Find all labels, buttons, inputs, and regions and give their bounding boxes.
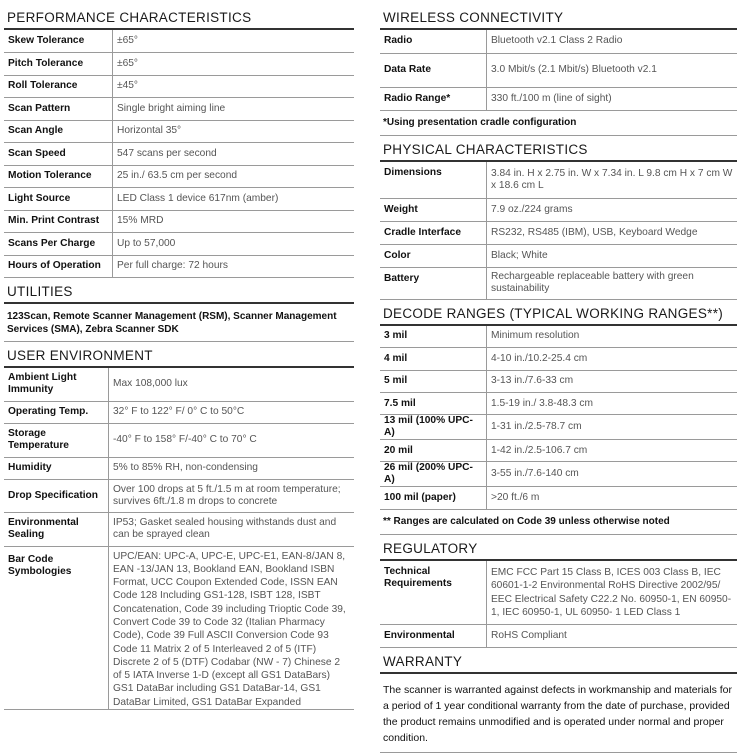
wireless-table <box>380 30 737 111</box>
table-row <box>4 98 354 121</box>
row-label: Radio <box>380 30 487 53</box>
physical-table <box>380 162 737 300</box>
utilities-text: 123Scan, Remote Scanner Management (RSM), Scanner Management Services (SMA), Zebra Scanner SDK <box>4 304 354 342</box>
table-row <box>380 162 737 198</box>
row-label: Pitch Tolerance <box>4 53 113 76</box>
row-value: ±45° <box>113 75 355 98</box>
row-value: 547 scans per second <box>113 143 355 166</box>
row-label: Skew Tolerance <box>4 30 113 53</box>
table-row <box>4 479 354 512</box>
row-value: ±65° <box>113 30 355 53</box>
row-label: Storage Temperature <box>4 423 109 457</box>
row-value: Bluetooth v2.1 Class 2 Radio <box>487 30 738 53</box>
section-title-decode-ranges: DECODE RANGES (TYPICAL WORKING RANGES**) <box>380 300 737 326</box>
table-row <box>380 392 737 414</box>
row-value: -40° F to 158° F/-40° C to 70° C <box>109 423 355 457</box>
row-value: ±65° <box>113 53 355 76</box>
performance-table <box>4 30 354 278</box>
table-row <box>4 233 354 256</box>
row-value: Over 100 drops at 5 ft./1.5 m at room temperature; survives 6ft./1.8 m drops to concrete <box>109 479 355 512</box>
table-row <box>380 440 737 462</box>
row-label: 13 mil (100% UPC-A) <box>380 415 487 440</box>
table-row <box>380 244 737 267</box>
row-label: Hours of Operation <box>4 255 113 278</box>
table-row <box>4 210 354 233</box>
row-value: EMC FCC Part 15 Class B, ICES 003 Class B, IEC 60601-1-2 Environmental RoHS Directive 2002/95/ EEC Electrical Safety C22.2 No. 60950-1, EN 60950-1, IEC 60950-1, UL 60950- 1 LED Class 1 <box>487 561 738 624</box>
warranty-text: The scanner is warranted against defects in workmanship and materials for a period of 1 year conditional warranty from the date of purchase, provided the product remains unmodified and is operated under normal and proper condition. <box>380 674 737 753</box>
row-label: 7.5 mil <box>380 392 487 414</box>
row-label: Environmental <box>380 624 487 647</box>
row-label: 4 mil <box>380 348 487 370</box>
row-label: Motion Tolerance <box>4 165 113 188</box>
table-row <box>4 165 354 188</box>
decode-footnote: ** Ranges are calculated on Code 39 unless otherwise noted <box>380 510 737 536</box>
row-label: 26 mil (200% UPC-A) <box>380 462 487 487</box>
row-label: Ambient Light Immunity <box>4 368 109 401</box>
row-label: 20 mil <box>380 440 487 462</box>
row-label: Scans Per Charge <box>4 233 113 256</box>
table-row <box>4 512 354 546</box>
table-row <box>380 267 737 299</box>
row-label: Humidity <box>4 457 109 479</box>
table-row <box>4 143 354 166</box>
table-row <box>4 401 354 423</box>
row-label: Weight <box>380 198 487 221</box>
row-value: Per full charge: 72 hours <box>113 255 355 278</box>
row-value: 1-31 in./2.5-78.7 cm <box>487 415 738 440</box>
section-title-wireless: WIRELESS CONNECTIVITY <box>380 4 737 30</box>
row-label: Radio Range* <box>380 87 487 110</box>
row-value: Up to 57,000 <box>113 233 355 256</box>
table-row <box>4 457 354 479</box>
row-label: Battery <box>380 267 487 299</box>
wireless-footnote: *Using presentation cradle configuration <box>380 111 737 137</box>
row-label: Technical Requirements <box>380 561 487 624</box>
row-value: 330 ft./100 m (line of sight) <box>487 87 738 110</box>
right-column <box>380 4 737 753</box>
table-row <box>4 53 354 76</box>
table-row <box>4 120 354 143</box>
user-environment-table <box>4 368 354 710</box>
table-row <box>380 415 737 440</box>
row-value: IP53; Gasket sealed housing withstands dust and can be sprayed clean <box>109 512 355 546</box>
row-label: Light Source <box>4 188 113 211</box>
table-row <box>380 53 737 87</box>
section-title-warranty: WARRANTY <box>380 648 737 674</box>
row-value: 1-42 in./2.5-106.7 cm <box>487 440 738 462</box>
table-row <box>380 348 737 370</box>
table-row <box>4 30 354 53</box>
table-row <box>4 188 354 211</box>
table-row <box>380 462 737 487</box>
row-value: 3.0 Mbit/s (2.1 Mbit/s) Bluetooth v2.1 <box>487 53 738 87</box>
row-label: Environmental Sealing <box>4 512 109 546</box>
row-value: 7.9 oz./224 grams <box>487 198 738 221</box>
row-value: 3-55 in./7.6-140 cm <box>487 462 738 487</box>
table-row <box>380 624 737 647</box>
row-label: Roll Tolerance <box>4 75 113 98</box>
left-column <box>4 4 354 710</box>
row-value: RS232, RS485 (IBM), USB, Keyboard Wedge <box>487 221 738 244</box>
row-label: 100 mil (paper) <box>380 487 487 509</box>
row-label: Drop Specification <box>4 479 109 512</box>
row-label: Cradle Interface <box>380 221 487 244</box>
row-value: 1.5-19 in./ 3.8-48.3 cm <box>487 392 738 414</box>
row-label: Bar Code Symbologies <box>4 546 109 710</box>
table-row <box>380 370 737 392</box>
row-value: 3-13 in./7.6-33 cm <box>487 370 738 392</box>
table-row <box>380 30 737 53</box>
table-row <box>380 326 737 348</box>
row-label: Scan Pattern <box>4 98 113 121</box>
row-label: Min. Print Contrast <box>4 210 113 233</box>
table-row <box>380 87 737 110</box>
row-label: Scan Angle <box>4 120 113 143</box>
row-value: Black; White <box>487 244 738 267</box>
table-row <box>380 198 737 221</box>
row-label: Data Rate <box>380 53 487 87</box>
row-label: 5 mil <box>380 370 487 392</box>
row-value: UPC/EAN: UPC-A, UPC-E, UPC-E1, EAN-8/JAN 8, EAN -13/JAN 13, Bookland EAN, Bookland ISBN Format, UCC Coupon Extended Code, ISSN EAN Code 128 Including GS1-128, ISBT 128, ISBT Concatenation, Code 39 including Trioptic Code 39, Convert Code 39 to Code 32 (Italian Pharmacy Code), Code 39 Full ASCII Conversion Code 93 Code 11 Matrix 2 of 5 Interleaved 2 of 5 (ITF) Discrete 2 of 5 (DTF) Codabar (NW - 7) Chinese 2 of 5 IATA Inverse 1-D (except all GS1 DataBars) GS1 DataBar including GS1 DataBar-14, GS1 DataBar Limited, GS1 DataBar Expanded <box>109 546 355 710</box>
section-title-utilities: UTILITIES <box>4 278 354 304</box>
row-value: 5% to 85% RH, non-condensing <box>109 457 355 479</box>
row-label: Operating Temp. <box>4 401 109 423</box>
row-value: Minimum resolution <box>487 326 738 348</box>
row-value: RoHS Compliant <box>487 624 738 647</box>
row-value: Max 108,000 lux <box>109 368 355 401</box>
row-value: Rechargeable replaceable battery with green sustainability <box>487 267 738 299</box>
row-value: LED Class 1 device 617nm (amber) <box>113 188 355 211</box>
row-label: 3 mil <box>380 326 487 348</box>
decode-table <box>380 326 737 510</box>
table-row <box>4 546 354 710</box>
table-row <box>380 487 737 509</box>
row-value: 4-10 in./10.2-25.4 cm <box>487 348 738 370</box>
row-label: Scan Speed <box>4 143 113 166</box>
section-title-performance: PERFORMANCE CHARACTERISTICS <box>4 4 354 30</box>
row-value: 25 in./ 63.5 cm per second <box>113 165 355 188</box>
section-title-user-environment: USER ENVIRONMENT <box>4 342 354 368</box>
table-row <box>4 255 354 278</box>
table-row <box>380 561 737 624</box>
section-title-physical: PHYSICAL CHARACTERISTICS <box>380 136 737 162</box>
regulatory-table <box>380 561 737 648</box>
row-value: 15% MRD <box>113 210 355 233</box>
table-row <box>4 368 354 401</box>
row-value: 32° F to 122° F/ 0° C to 50°C <box>109 401 355 423</box>
table-row <box>4 423 354 457</box>
row-value: Single bright aiming line <box>113 98 355 121</box>
row-label: Dimensions <box>380 162 487 198</box>
row-value: >20 ft./6 m <box>487 487 738 509</box>
table-row <box>4 75 354 98</box>
row-value: Horizontal 35° <box>113 120 355 143</box>
row-label: Color <box>380 244 487 267</box>
section-title-regulatory: REGULATORY <box>380 535 737 561</box>
row-value: 3.84 in. H x 2.75 in. W x 7.34 in. L 9.8 cm H x 7 cm W x 18.6 cm L <box>487 162 738 198</box>
table-row <box>380 221 737 244</box>
